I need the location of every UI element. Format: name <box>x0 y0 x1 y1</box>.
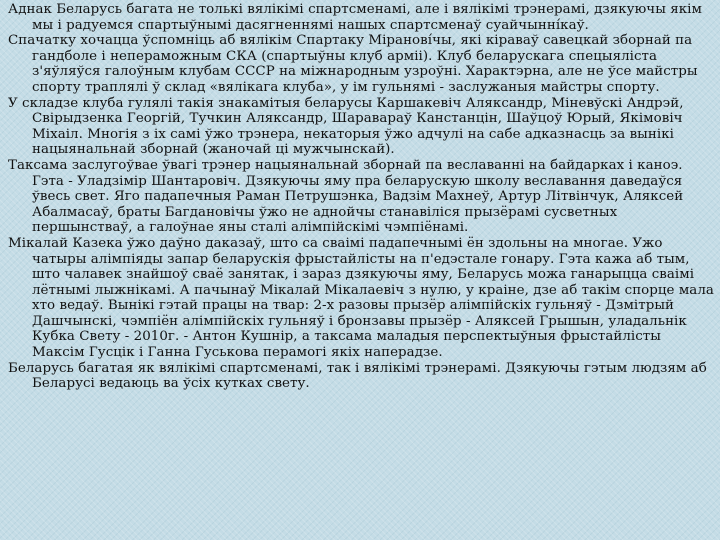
paragraph-2: Спачатку хочацца ўспомніць аб вялікім Спартаку Мірановíчы, які кіраваў савецкай зборнай па гандболе і непераможным СКА (спартыўны клуб арміі). Клуб беларускага спецыяліста з'яўляўся галоўным клубам СССР на міжнародным узроўні. Характэрна, але не ўсе майстры спорту траплялі ў склад «вялікага клуба», у ім гульнямі - заслужаныя майстры спорту. <box>8 33 698 95</box>
paragraph-3: У складзе клуба гулялі такія знакамітыя беларусы Каршакевіч Аляксандр, Міневўскі Андрэй, Свірыдзенка Георгій, Тучкин Аляксандр, Шаравараў Канстанцін, Шаўцоў Юрый, Якімовіч Міхаіл. Многія з іх самі ўжо трэнера, некаторыя ўжо адчулі на сабе адказнасць за вынікі нацыянальнай зборнай (жаночай ці мужчынскай). <box>8 95 684 158</box>
paragraph-4: Таксама заслугоўвае ўвагі трэнер нацыянальнай зборнай па веславанні на байдарках і каноэ. Гэта - Уладзімір Шантаровіч. Дзякуючы яму пра беларускую школу веславання даведаўся ўвесь свет. Яго падапечныя Раман Петрушэнка, Вадзім Махнеў, Артур Літвінчук, Аляксей Абалмасаў, браты Багдановічы ўжо не аднойчы станавіліся прызёрамі сусветных першынстваў, а галоўнае яны сталі алімпійскімі чэмпіёнамі. <box>8 157 684 236</box>
paragraph-1: Аднак Беларусь багата не толькі вялікімі спартсменамі, але і вялікімі трэнерамі, дзякуючы якім мы і радуемся спартыўнымі дасягненнямі нашых спартсменаў суайчыннíкаў. <box>8 2 702 33</box>
paragraph-5: Мікалай Казека ўжо даўно даказаў, што са сваімі падапечнымі ён здольны на многае. Ужо чатыры алімпіяды запар беларускія фрыстайлісты на п'едэстале гонару. Гэта кажа аб тым, што чалавек знайшоў сваё занятак, і зараз дзякуючы яму, Беларусь можа ганарыцца сваімі лётнымі лыжнікамі. А пачынаў Мікалай Мікалаевіч з нулю, у краіне, дзе аб такім спорце мала хто ведаў. Вынікі гэтай працы на твар: 2-х разовы прызёр алімпійскіх гульняў - Дзмітрый Дашчынскі, чэмпіён алімпійскіх гульняў і бронзавы прызёр - Аляксей Грышын, уладальнік Кубка Свету - 2010г. - Антон Кушнір, а таксама маладыя перспектыўныя фрыстайлісты Максім Гусцік і Ганна Гуськова перамогі якіх наперадзе. <box>8 235 714 361</box>
text-block <box>8 0 714 392</box>
paragraph-6: Беларусь багатая як вялікімі спартсменамі, так і вялікімі трэнерамі. Дзякуючы гэтым людзям аб Беларусі ведаюць ва ўсіх кутках свету. <box>8 360 707 392</box>
